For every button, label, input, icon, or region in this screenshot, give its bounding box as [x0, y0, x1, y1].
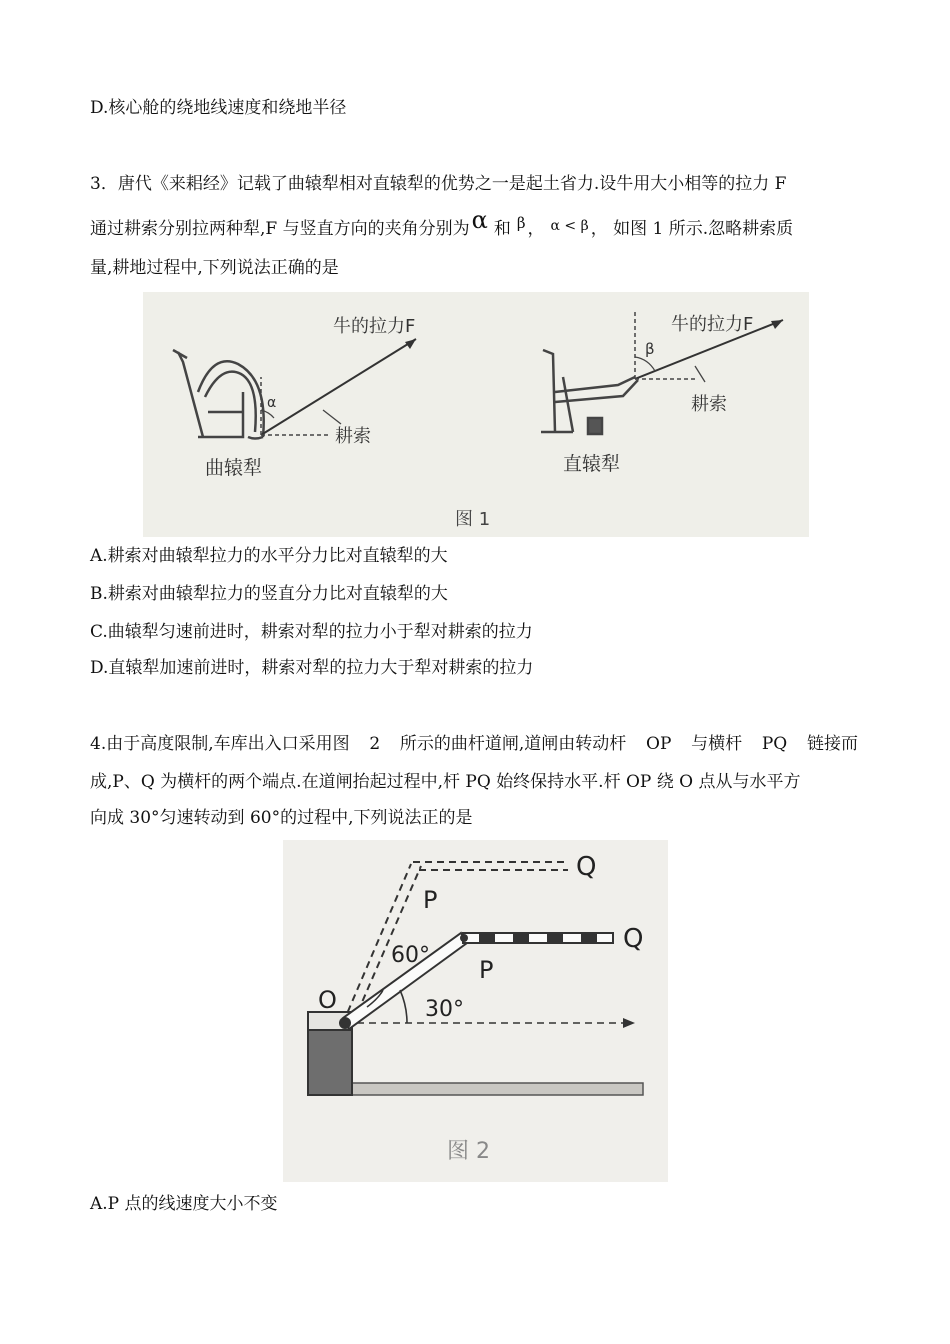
q3-stem-line2a: 通过耕索分别拉两种犁,F 与竖直方向的夹角分别为 [90, 219, 470, 239]
q3-stem-line3: 量,耕地过程中,下列说法正确的是 [90, 258, 339, 278]
q4-stem-line3: 向成 30°匀速转动到 60°的过程中,下列说法正的是 [90, 808, 473, 828]
left-plough-name: 曲辕犁 [205, 457, 263, 479]
q4-line1-part1: 4.由于高度限制,车库出入口采用图 [90, 734, 350, 754]
left-arrowhead-icon [405, 339, 416, 349]
right-angle-label: β [645, 340, 655, 358]
label-q-top: Q [576, 852, 597, 882]
q4-line1-part2: 2 [369, 734, 381, 754]
q4-line1-part4: OP [646, 734, 672, 754]
q3-option-c: C.曲辕犁匀速前进时，耕索对犁的拉力小于犁对耕索的拉力 [90, 622, 533, 642]
label-angle-60: 60° [391, 943, 430, 968]
right-rope-pointer [695, 366, 705, 382]
left-rope-label: 耕索 [335, 426, 371, 447]
q3-stem-line1: 3．唐代《来耜经》记载了曲辕犁相对直辕犁的优势之一是起土省力.设牛用大小相等的拉力 F [90, 174, 787, 194]
right-force-label: 牛的拉力F [671, 314, 754, 335]
left-rope-pointer [323, 410, 341, 424]
left-angle-label: α [267, 395, 277, 411]
q4-stem-line1 [90, 736, 858, 753]
q4-option-a: A.P 点的线速度大小不变 [90, 1194, 278, 1214]
q4-line1-part6: PQ [761, 734, 788, 754]
right-angle-arc [635, 357, 655, 371]
curved-plough-drawing [173, 350, 264, 439]
figure-2-caption: 图 2 [447, 1139, 490, 1164]
left-force-arrow [261, 339, 416, 435]
left-force-label: 牛的拉力F [333, 316, 416, 337]
alpha-lt-beta: α < β [550, 218, 589, 234]
q3-option-a: A.耕索对曲辕犁拉力的水平分力比对直辕犁的大 [90, 546, 448, 566]
figure-1 [143, 292, 809, 537]
joint-p-middle [460, 934, 468, 942]
alpha-symbol: α [471, 206, 488, 234]
reference-arrowhead-icon [623, 1018, 635, 1028]
label-p-top: P [423, 886, 438, 914]
pivot-o [339, 1017, 351, 1029]
gate-post [308, 1030, 352, 1095]
label-angle-30: 30° [425, 997, 464, 1022]
straight-plough-drawing [541, 350, 638, 434]
angle-30-arc [400, 990, 407, 1023]
q4-line1-part7: 链接而 [806, 734, 858, 754]
right-rope-label: 耕索 [691, 394, 727, 415]
comma: ， [527, 219, 545, 239]
q3-stem-line2 [90, 206, 794, 239]
q4-line1-part3: 所示的曲杆道闸,道闸由转动杆 [399, 734, 627, 754]
q4-line1-part5: 与横杆 [691, 734, 743, 754]
q3-stem-line2b: ， 如图 1 所示.忽略耕索质 [590, 219, 794, 239]
q2-option-d: D.核心舱的绕地线速度和绕地半径 [90, 98, 347, 118]
beta-symbol: β [516, 214, 526, 232]
right-plough-name: 直辕犁 [563, 453, 621, 475]
label-q-middle: Q [623, 924, 644, 954]
figure-2 [283, 840, 668, 1182]
label-o: O [318, 986, 337, 1014]
right-arrowhead-icon [771, 320, 783, 329]
q3-option-d: D.直辕犁加速前进时，耕索对犁的拉力大于犁对耕索的拉力 [90, 658, 534, 678]
label-p-middle: P [479, 956, 494, 984]
q4-stem-line2: 成,P、Q 为横杆的两个端点.在道闸抬起过程中,杆 PQ 始终保持水平.杆 OP 绕 O 点从与水平方 [90, 772, 801, 792]
and-word: 和 [493, 219, 511, 239]
q3-option-b: B.耕索对曲辕犁拉力的竖直分力比对直辕犁的大 [90, 584, 448, 604]
figure-1-caption: 图 1 [455, 509, 491, 530]
ground-slab [348, 1083, 643, 1095]
